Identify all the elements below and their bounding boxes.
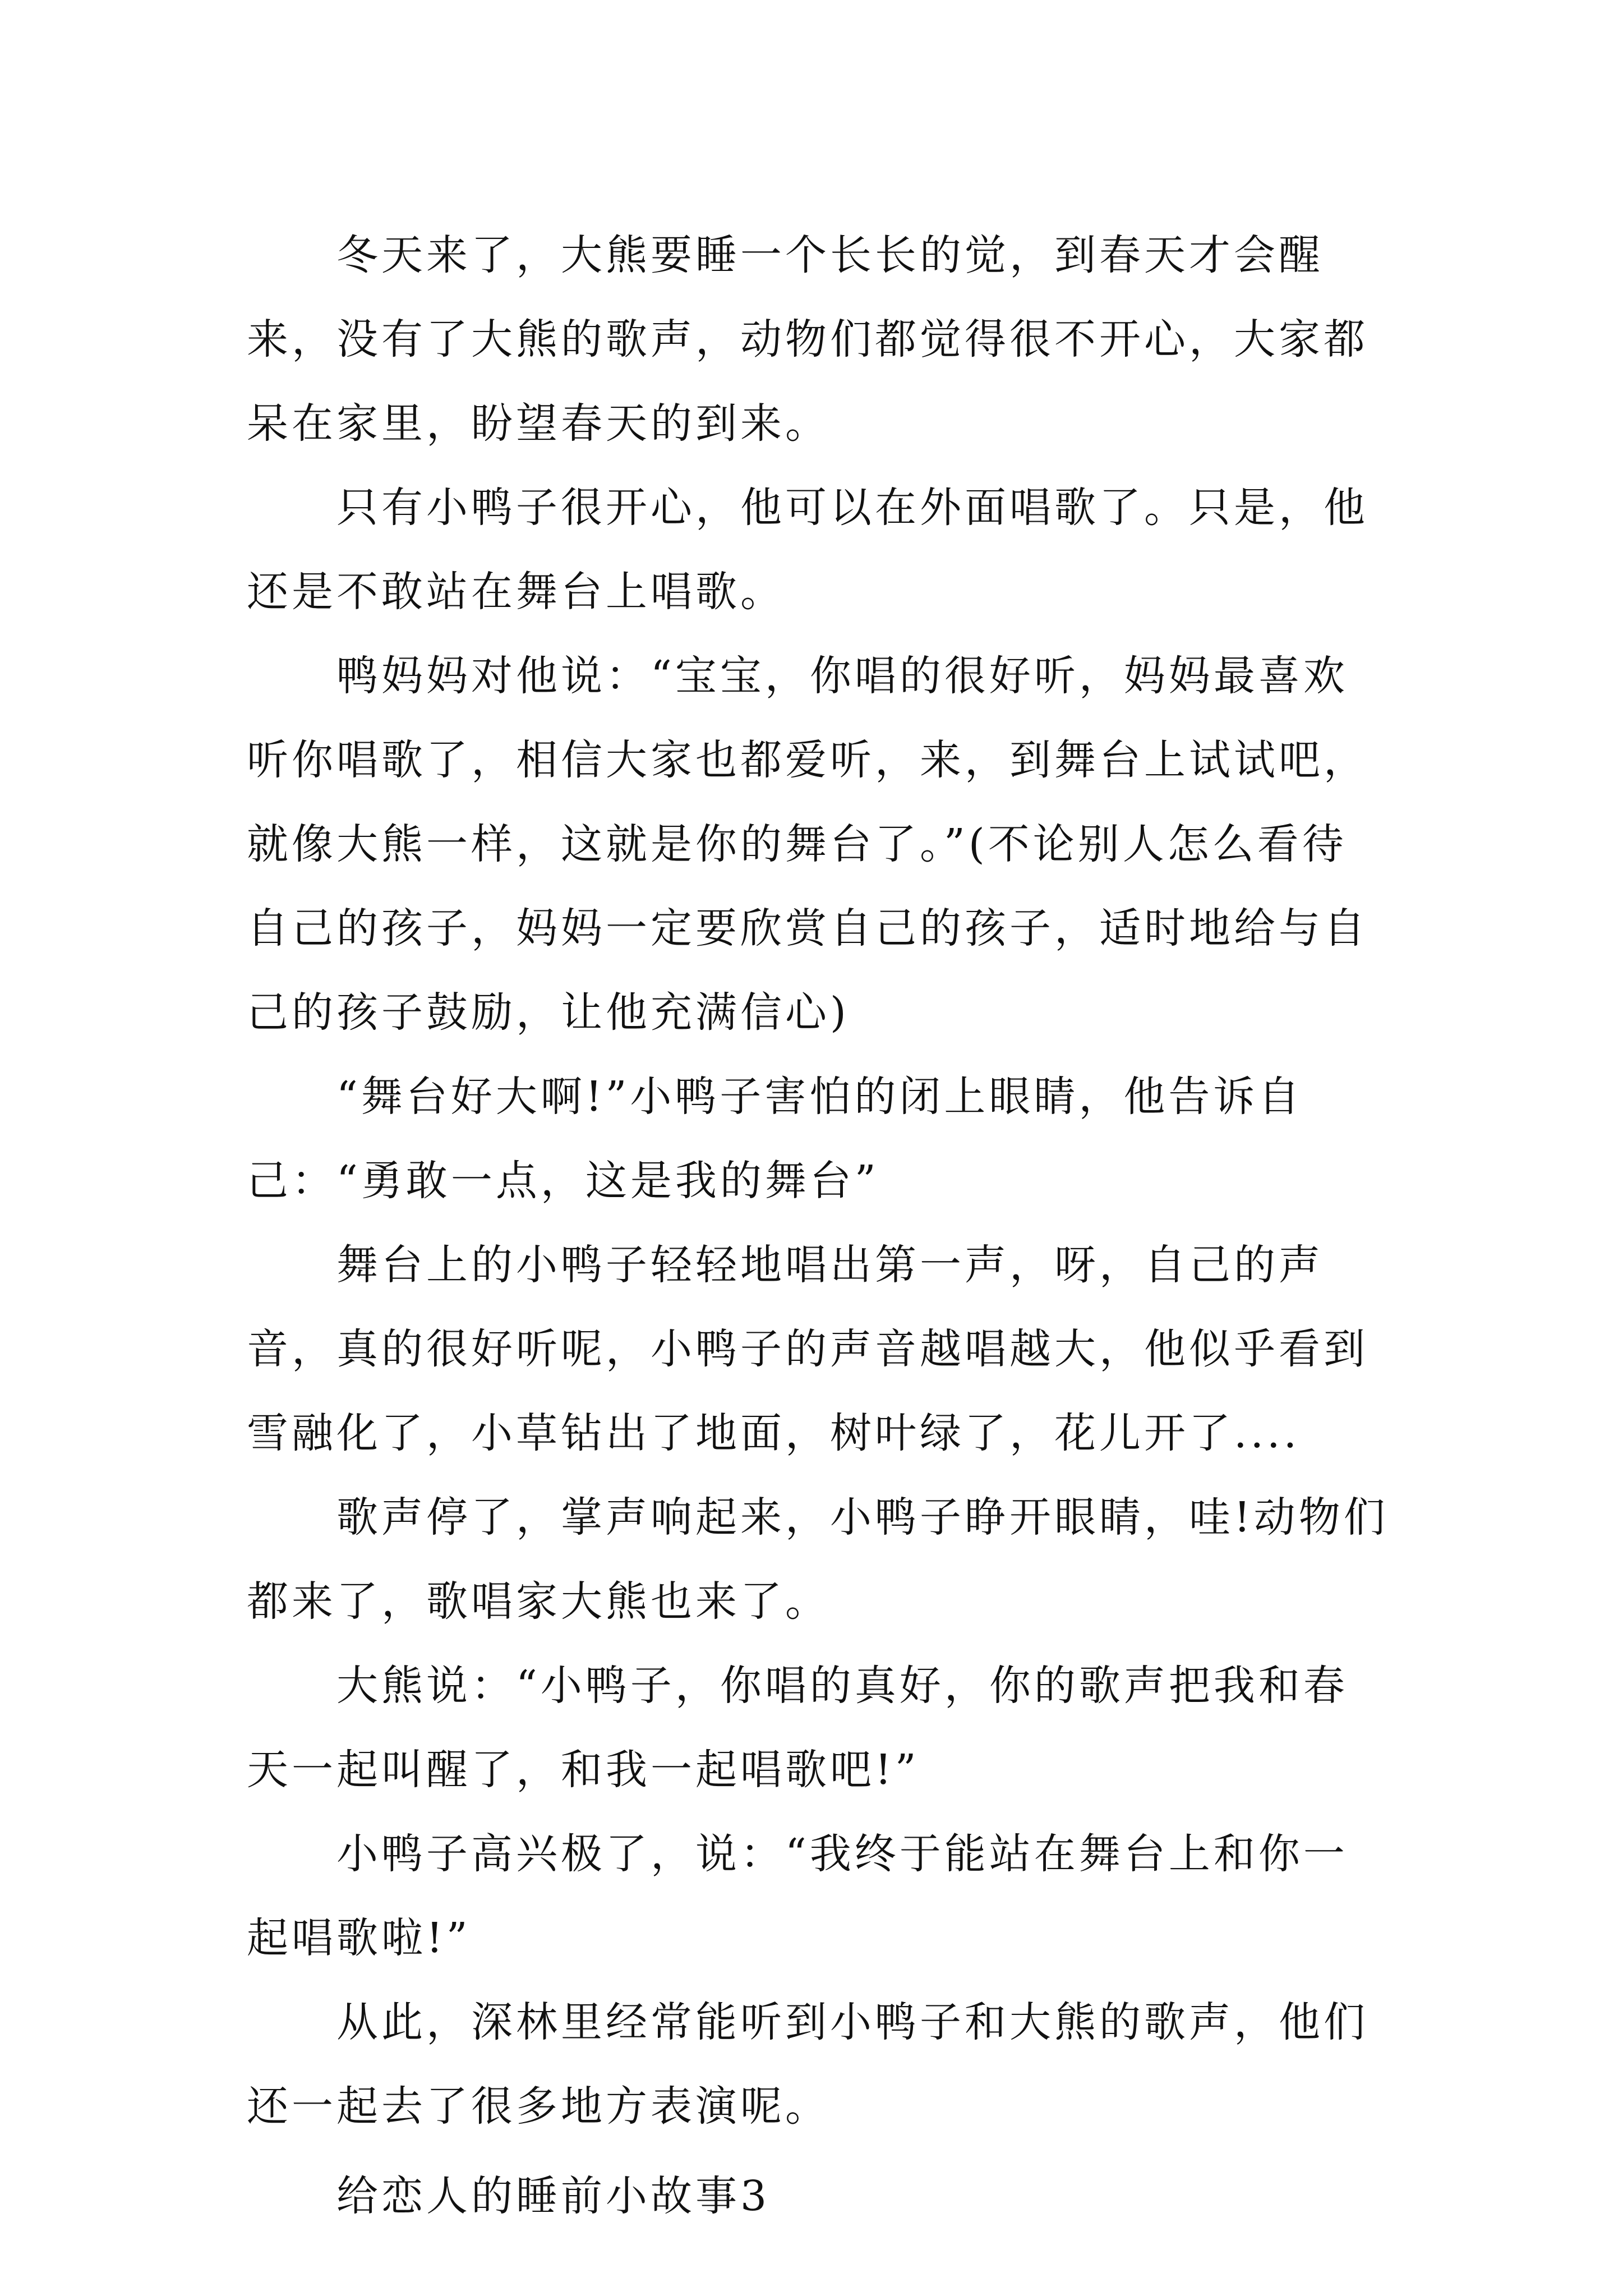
paragraph-big-stage: “舞台好大啊!”小鸭子害怕的闭上眼睛，他告诉自己：“勇敢一点，这是我的舞台” — [247, 1073, 1303, 1205]
paragraph-applause: 歌声停了，掌声响起来，小鸭子睁开眼睛，哇!动物们都来了，歌唱家大熊也来了。 — [247, 1493, 1389, 1626]
paragraph-duck-reply: 小鸭子高兴极了，说：“我终于能站在舞台上和你一起唱歌啦!” — [247, 1830, 1348, 1962]
document-body — [247, 213, 1391, 2238]
paragraph-duck-happy: 只有小鸭子很开心，他可以在外面唱歌了。只是，他还是不敢站在舞台上唱歌。 — [247, 484, 1368, 616]
paragraph-ending: 从此，深林里经常能听到小鸭子和大熊的歌声，他们还一起去了很多地方表演呢。 — [247, 1998, 1368, 2131]
paragraph-first-song: 舞台上的小鸭子轻轻地唱出第一声，呀，自己的声音，真的很好听呢，小鸭子的声音越唱越大，他似乎看到雪融化了，小草钻出了地面，树叶绿了，花儿开了.... — [247, 1241, 1368, 1457]
paragraph-mother-encourages: 鸭妈妈对他说：“宝宝，你唱的很好听，妈妈最喜欢听你唱歌了，相信大家也都爱听，来，到舞台上试试吧，就像大熊一样，这就是你的舞台了。”(不论别人怎么看待自己的孩子，妈妈一定要欣赏自己的孩子，适时地给与自己的孩子鼓励，让他充满信心) — [247, 652, 1368, 1037]
section-heading: 给恋人的睡前小故事3 — [336, 2172, 771, 2220]
paragraph-bear-speaks: 大熊说：“小鸭子，你唱的真好，你的歌声把我和春天一起叫醒了，和我一起唱歌吧!” — [247, 1662, 1348, 1794]
paragraph-bear-sleeps: 冬天来了，大熊要睡一个长长的觉，到春天才会醒来，没有了大熊的歌声，动物们都觉得很不开心，大家都呆在家里，盼望春天的到来。 — [247, 231, 1368, 448]
